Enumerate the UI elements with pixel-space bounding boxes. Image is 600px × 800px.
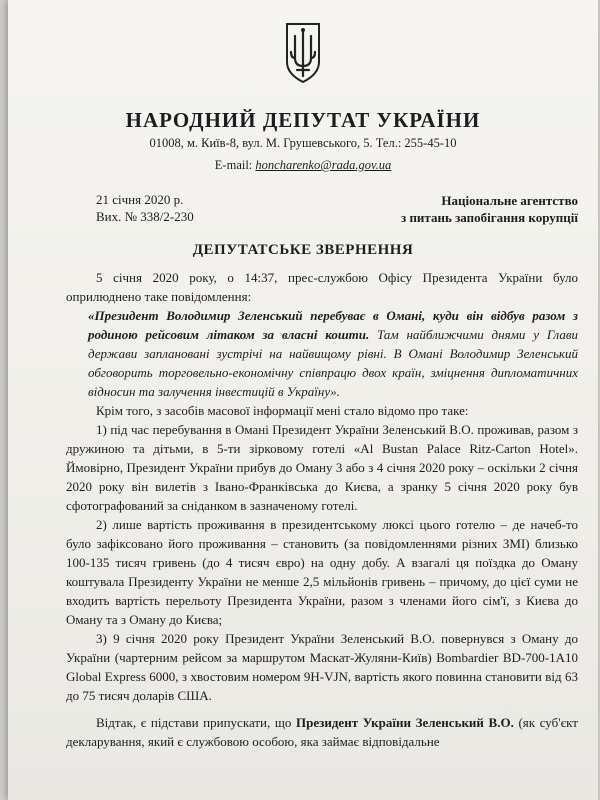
letter-heading: ДЕПУТАТСЬКЕ ЗВЕРНЕННЯ: [192, 242, 414, 258]
sender-address: 01008, м. Київ-8, вул. М. Грушевського, 5. Тел.: 255-45-10: [149, 136, 457, 150]
list-item: 1) під час перебування в Омані Президент України Зеленський В.О. проживав, разом з дружиною та дітьми, в 5-ти зірковому готелі «Al Bustan Palace Ritz-Carton Hotel». Ймовірно, Президент України прибув до Оману 3 або з 4 січня 2020 року – оскільки 2 січня 2020 року він вилетів з Івано-Франківська до Києва, а зранку 5 січня 2020 року був сфотографований за сніданком в зазначеному готелі.: [66, 422, 578, 513]
paragraph-rest: (як суб'єкт декларування, який є службовою особою, яка займає відповідальне: [66, 715, 578, 749]
paragraph: 5 січня 2020 року, о 14:37, прес-службою Офісу Президента України було оприлюднено таке повідомлення:: [66, 270, 578, 304]
quote-paragraph: [88, 306, 578, 401]
addressee-line-2: з питань запобігання корупції: [400, 210, 578, 225]
sender-email: [8, 158, 598, 173]
paragraph: [66, 713, 578, 751]
email-label: E-mail:: [214, 158, 256, 172]
quote-bold-text: «Президент Володимир Зеленський перебуває в Омані, куди він відбув разом з родиною рейсовим літаком за власні кошти.: [88, 308, 578, 342]
paragraph-bold: Президент України Зеленський В.О.: [296, 715, 514, 730]
list-item: 2) лише вартість проживання в президентському люксі цього готелю – де начеб-то було зафіксовано його проживання – становить (за повідомленнями різних ЗМІ) близько 100-135 тисяч гривень (до 4 тисяч євро) на одну добу. А взагалі ця поїздка до Оману коштувала Президенту України не менше 2,5 мільйонів гривень – причому, до цієї суми не входить вартість перельоту Президента України, разом з членами його сім'ї, з Києва до Оману та з Оману до Києва;: [66, 517, 578, 627]
list-item: 3) 9 січня 2020 року Президент України Зеленський В.О. повернувся з Оману до України (чартерним рейсом за маршрутом Маскат-Жуляни-Київ) Bombardier BD-700-1A10 Global Express 6000, з хвостовим номером 9H-VJN, вартість якого повинна становити від 63 до 75 тисяч доларів США.: [66, 631, 578, 703]
quote-rest-text: Там найближчими днями у Глави держави заплановані зустрічі на найвищому рівні. В Омані Володимир Зеленський обговорить торговельно-економічну співпрацю двох країн, зміцнення дипломатичних відносин та залучення інвестицій в Україну».: [88, 327, 578, 399]
document-title: НАРОДНИЙ ДЕПУТАТ УКРАЇНИ: [125, 108, 481, 132]
paragraph-start: Відтак, є підстави припускати, що: [96, 715, 297, 730]
trident-emblem-icon: [283, 22, 323, 84]
document-page: [8, 0, 598, 800]
outgoing-number: Вих. № 338/2-230: [96, 209, 194, 224]
letter-date: 21 січня 2020 р.: [96, 192, 184, 207]
addressee: [348, 192, 578, 226]
paragraph: Крім того, з засобів масової інформації мені стало відомо про таке:: [96, 403, 469, 418]
letter-body: [66, 268, 578, 751]
email-link[interactable]: honcharenko@rada.gov.ua: [255, 158, 392, 172]
addressee-line-1: Національне агентство: [441, 193, 578, 208]
